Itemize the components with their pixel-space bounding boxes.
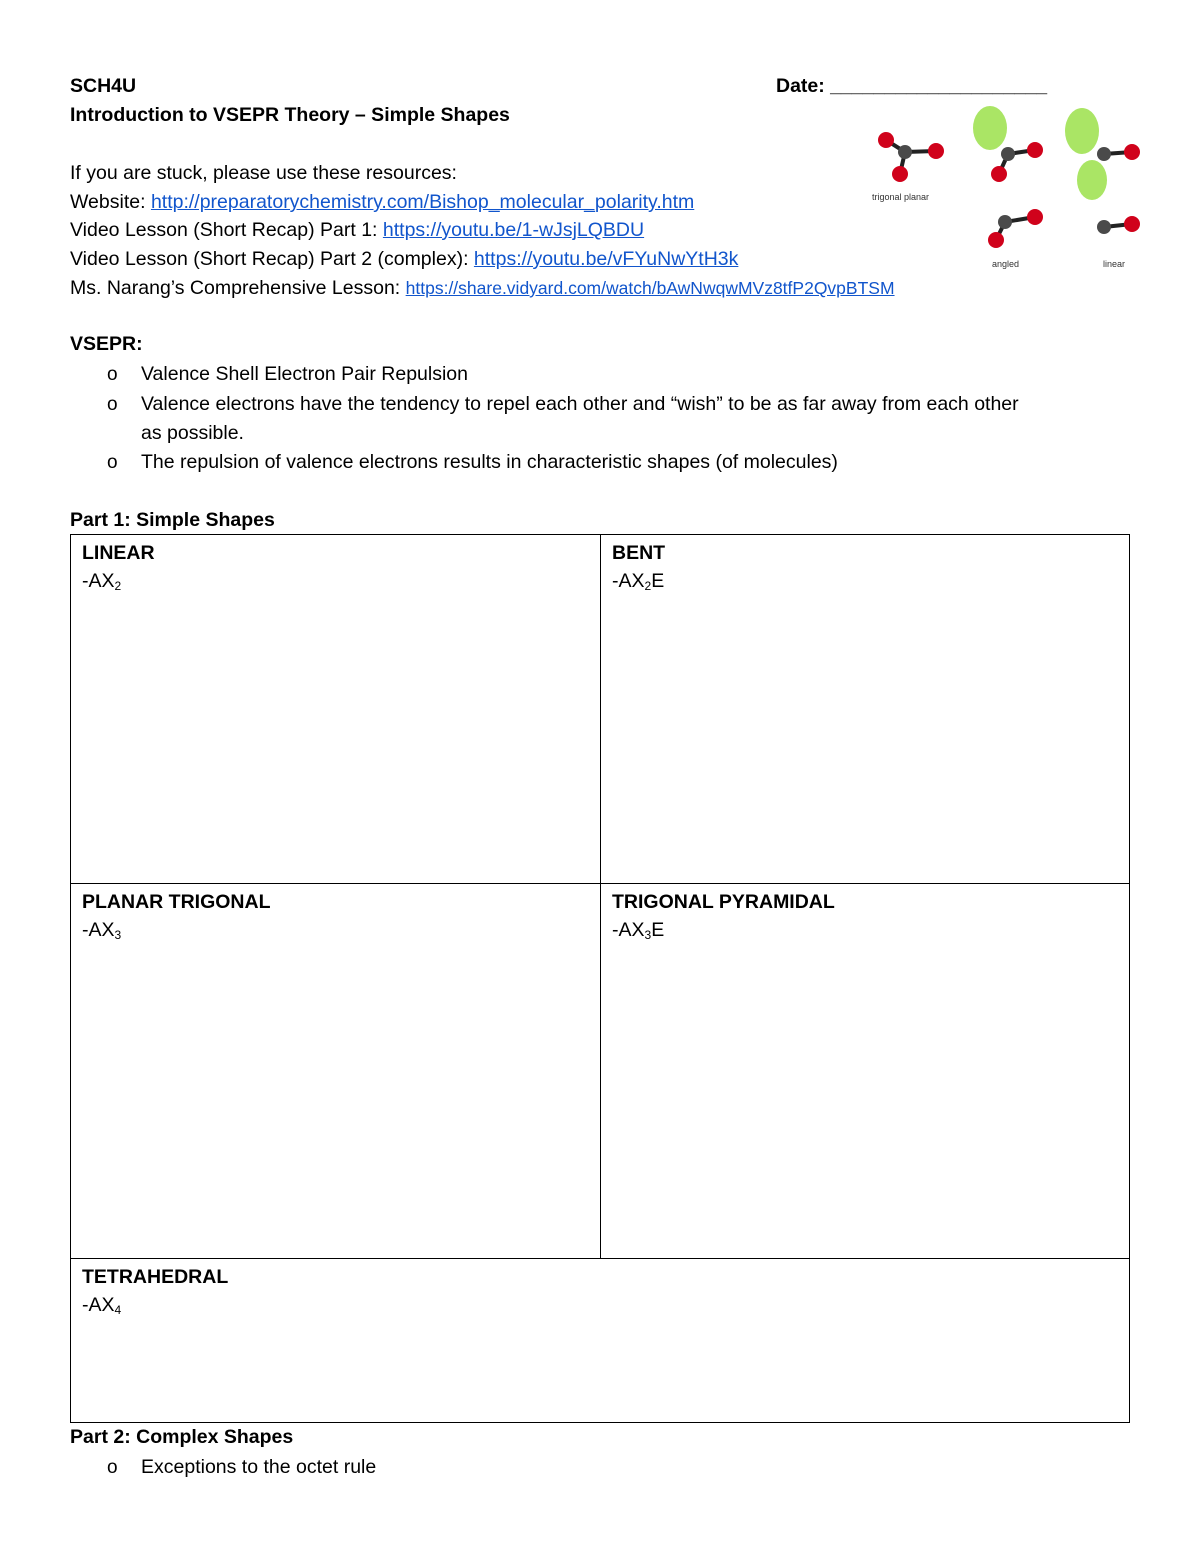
figure-label-trigonal: trigonal planar (872, 192, 930, 202)
part2-heading: Part 2: Complex Shapes (70, 1426, 294, 1448)
shape-formula: $-AX_2E$ (612, 570, 665, 593)
vsepr-point: Valence electrons have the tendency to repel each other and “wish” to be as far away from each other (141, 393, 1019, 415)
shape-formula: $-AX_2$ (82, 570, 122, 593)
shape-cell-trigonal-pyramidal[interactable] (601, 884, 1130, 1259)
resource-website (70, 190, 694, 214)
linear-molecule (1097, 216, 1140, 234)
trigonal-planar-molecule (878, 132, 944, 182)
bullet-marker: o (107, 452, 118, 473)
resource-label: Video Lesson (Short Recap) Part 1: (70, 219, 383, 241)
shape-cell-linear[interactable] (71, 535, 601, 884)
resource-video-1 (70, 218, 644, 242)
shape-formula: $-AX_4$ (82, 1294, 122, 1317)
shape-title: TRIGONAL PYRAMIDAL (612, 891, 835, 913)
bullet-marker: o (107, 394, 118, 415)
figure-label-angled: angled (992, 259, 1020, 269)
molecular-shapes-figure (860, 106, 1150, 276)
page-title: Introduction to VSEPR Theory – Simple Shapes (70, 104, 510, 126)
lone-pair-trigonal-molecule (973, 106, 1043, 182)
resource-video-2 (70, 247, 738, 271)
shape-title: LINEAR (82, 542, 155, 564)
bullet-marker: o (107, 1457, 118, 1478)
vsepr-point: The repulsion of valence electrons results in characteristic shapes (of molecules) (141, 451, 838, 473)
part1-heading: Part 1: Simple Shapes (70, 509, 275, 531)
shape-title: PLANAR TRIGONAL (82, 891, 271, 913)
shape-formula: $-AX_3$ (82, 919, 122, 942)
comprehensive-lesson-link[interactable]: https://share.vidyard.com/watch/bAwNwqwMVz8tfP2QvpBTSM (405, 278, 895, 298)
resource-label: Website: (70, 191, 151, 213)
shape-cell-bent[interactable] (601, 535, 1130, 884)
shape-cell-tetrahedral[interactable] (71, 1259, 1130, 1423)
two-lone-pair-molecule (1065, 108, 1140, 200)
resource-comprehensive (70, 276, 895, 300)
shape-cell-planar-trigonal[interactable] (71, 884, 601, 1259)
video-1-link[interactable]: https://youtu.be/1-wJsjLQBDU (382, 219, 645, 241)
resource-label: Ms. Narang’s Comprehensive Lesson: (70, 277, 406, 299)
shape-formula: $-AX_3E$ (612, 919, 665, 942)
shape-title: BENT (612, 542, 666, 564)
date-field[interactable]: Date: ____________________ (776, 75, 1048, 97)
bullet-marker: o (107, 364, 118, 385)
vsepr-point: Valence Shell Electron Pair Repulsion (141, 363, 468, 385)
vsepr-heading: VSEPR: (70, 333, 143, 355)
part2-point: Exceptions to the octet rule (141, 1456, 377, 1478)
resource-label: Video Lesson (Short Recap) Part 2 (complex): (70, 248, 474, 270)
video-2-link[interactable]: https://youtu.be/vFYuNwYtH3k (473, 248, 739, 270)
figure-label-linear: linear (1103, 259, 1126, 269)
vsepr-point-continued: as possible. (141, 422, 244, 444)
simple-shapes-table (70, 534, 1130, 1423)
resources-intro: If you are stuck, please use these resources: (70, 162, 457, 184)
angled-molecule (988, 209, 1043, 248)
website-link[interactable]: http://preparatorychemistry.com/Bishop_molecular_polarity.htm (150, 191, 695, 213)
shape-title: TETRAHEDRAL (82, 1266, 229, 1288)
course-code: SCH4U (70, 75, 137, 97)
